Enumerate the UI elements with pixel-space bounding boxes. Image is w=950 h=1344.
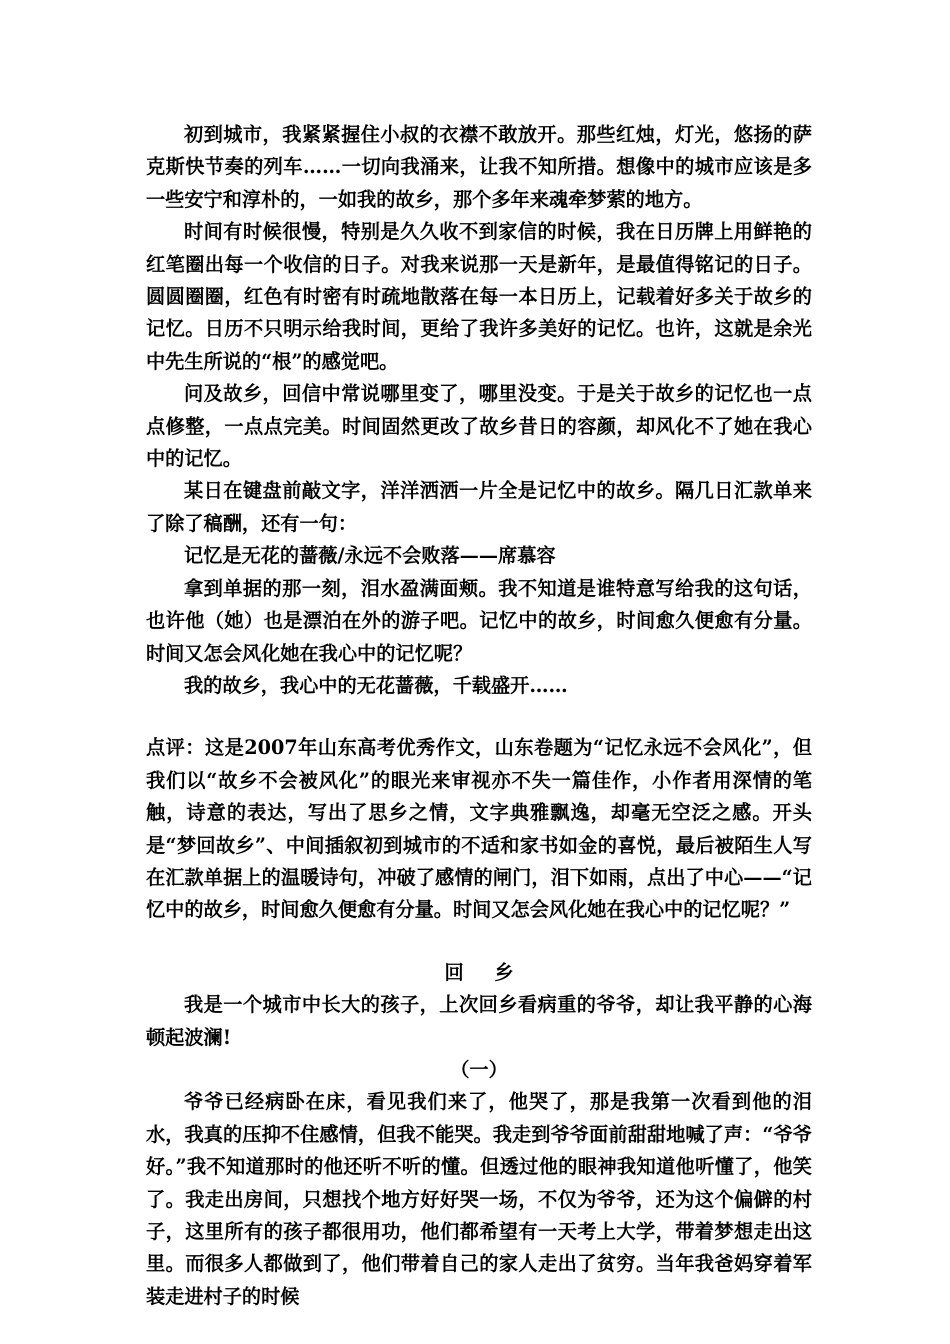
paragraph-receipt: 拿到单据的那一刻，泪水盈满面颊。我不知道是谁特意写给我的这句话，也许他（她）也是漂泊在外的游子吧。记忆中的故乡，时间愈久便愈有分量。时间又怎会风化她在我心中的记忆呢？ [146, 576, 812, 665]
article-title: 回乡 [444, 960, 545, 984]
paragraph-grandfather: 爷爷已经病卧在床，看见我们来了，他哭了，那是我第一次看到他的泪水，我真的压抑不住感情，但我不能哭。我走到爷爷面前甜甜地喊了声：“爷爷好。”我不知道那时的他还听不听的懂。但透过他的眼神我知道他听懂了，他笑了。我走出房间，只想找个地方好好哭一场，不仅为爷爷，还为这个偏僻的村子，这里所有的孩子都很用功，他们都希望有一天考上大学，带着梦想走出这里。而很多人都做到了，他们带着自己的家人走出了贫穷。当年我爸妈穿着军装走进村子的时候 [146, 1090, 812, 1308]
commentary-paragraph: 点评：这是2007年山东高考优秀作文，山东卷题为“记忆永远不会风化”，但我们以“故乡不会被风化”的眼光来审视亦不失一篇佳作，小作者用深情的笔触，诗意的表达，写出了思乡之情，文字典雅飘逸，却毫无空泛之感。开头是“梦回故乡”、中间插叙初到城市的不适和家书如金的喜悦，最后被陌生人写在汇款单据上的温暖诗句，冲破了感情的闸门，泪下如雨，点出了中心——“记忆中的故乡，时间愈久便愈有分量。时间又怎会风化她在我心中的记忆呢？” [146, 736, 812, 922]
section-number: （一） [450, 1057, 508, 1081]
blank-line [146, 702, 812, 732]
document-page [146, 119, 812, 1313]
paragraph-closing: 我的故乡，我心中的无花蔷薇，千载盛开…… [184, 673, 568, 697]
paragraph-keyboard: 某日在键盘前敲文字，洋洋洒洒一片全是记忆中的故乡。隔几日汇款单来了除了稿酬，还有一句： [146, 479, 812, 535]
paragraph-calendar: 时间有时候很慢，特别是久久收不到家信的时候，我在日历牌上用鲜艳的红笔圈出每一个收信的日子。对我来说那一天是新年，是最值得铭记的日子。圆圆圈圈，红色有时密有时疏地散落在每一本日历上，记载着好多关于故乡的记忆。日历不只明示给我时间，更给了我许多美好的记忆。也许，这就是余光中先生所说的“根”的感觉吧。 [146, 220, 812, 373]
paragraph-letters: 问及故乡，回信中常说哪里变了，哪里没变。于是关于故乡的记忆也一点点修整，一点点完美。时间固然更改了故乡昔日的容颜，却风化不了她在我心中的记忆。 [146, 382, 812, 471]
paragraph-quote: 记忆是无花的蔷薇/永远不会败落——席慕容 [184, 544, 556, 568]
paragraph-intro: 我是一个城市中长大的孩子，上次回乡看病重的爷爷，却让我平静的心海顿起波澜! [146, 993, 812, 1049]
paragraph-arrival-city: 初到城市，我紧紧握住小叔的衣襟不敢放开。那些红烛，灯光，悠扬的萨克斯快节奏的列车……一切向我涌来，让我不知所措。想像中的城市应该是多一些安宁和淳朴的，一如我的故乡，那个多年来魂牵梦萦的地方。 [146, 123, 812, 211]
